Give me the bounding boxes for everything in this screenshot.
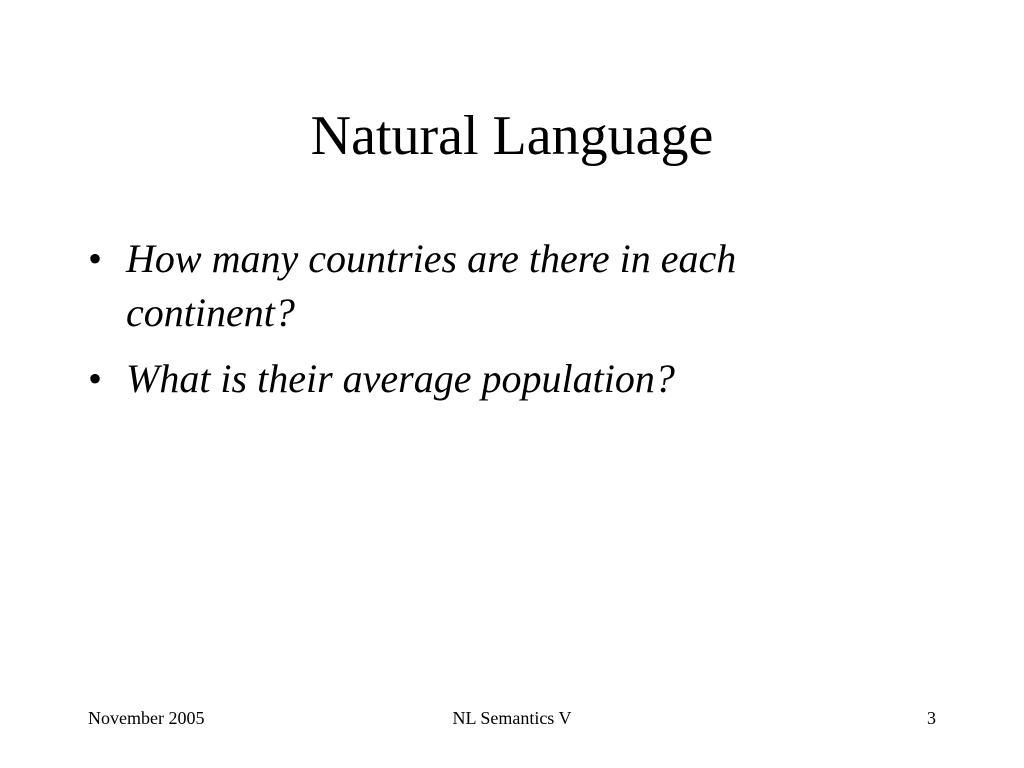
bullet-marker-icon: • (88, 236, 103, 281)
bullet-marker-icon: • (88, 356, 103, 401)
footer-course-title: NL Semantics V (452, 708, 572, 728)
footer-page-number: 3 (927, 708, 936, 728)
bullet-item (88, 232, 868, 340)
bullet-text: How many countries are there in each continent? (126, 236, 737, 335)
slide-title: Natural Language (310, 105, 714, 167)
bullet-item (88, 352, 868, 406)
bullet-list (88, 232, 868, 418)
bullet-text: What is their average population? (126, 356, 675, 401)
footer-date: November 2005 (88, 708, 205, 728)
